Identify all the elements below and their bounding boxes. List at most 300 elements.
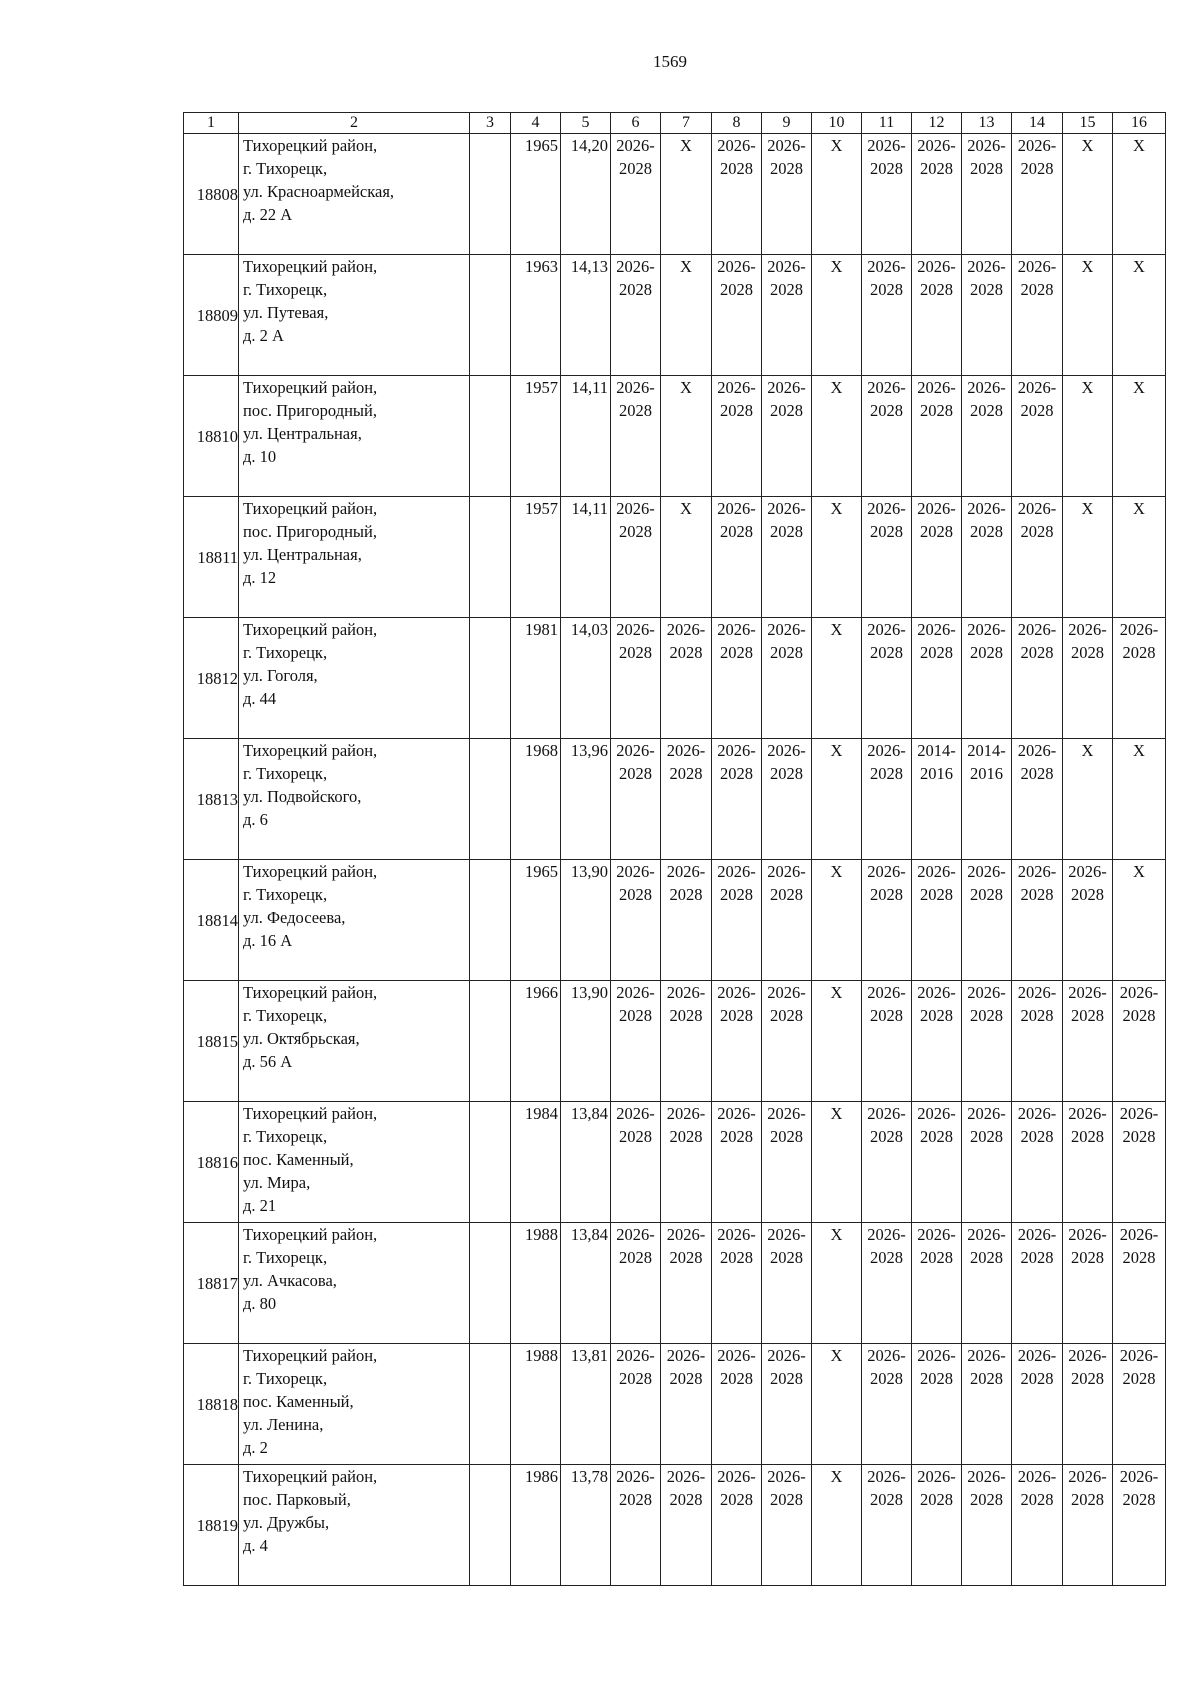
period-end: 2028 — [920, 1248, 953, 1267]
address-cell — [239, 618, 470, 739]
header-row — [184, 113, 1166, 134]
period-start: 2026- — [967, 378, 1006, 397]
period-end: 2028 — [770, 1248, 803, 1267]
address-line: ул. Дружбы, — [243, 1513, 330, 1532]
period-end: 2028 — [970, 1127, 1003, 1146]
address-cell — [239, 739, 470, 860]
period-end: 2028 — [870, 1006, 903, 1025]
table-row — [184, 1465, 1166, 1586]
column-header: 3 — [470, 113, 511, 134]
period-cell: Х — [661, 255, 712, 376]
period-cell: Х — [812, 134, 862, 255]
period-cell: Х — [812, 255, 862, 376]
period-start: 2026- — [616, 741, 655, 760]
period-cell: Х — [812, 376, 862, 497]
period-cell: Х — [812, 1102, 862, 1223]
column-header: 16 — [1113, 113, 1166, 134]
period-end: 2028 — [970, 1248, 1003, 1267]
period-cell — [712, 255, 762, 376]
year-cell: 1986 — [511, 1465, 561, 1586]
period-cell: Х — [812, 1344, 862, 1465]
period-cell — [611, 134, 661, 255]
column-header: 2 — [239, 113, 470, 134]
period-end: 2028 — [770, 159, 803, 178]
period-end: 2028 — [770, 1490, 803, 1509]
period-cell — [1012, 981, 1063, 1102]
period-cell: Х — [1063, 739, 1113, 860]
period-cell — [712, 1465, 762, 1586]
period-cell — [1012, 1465, 1063, 1586]
period-start: 2026- — [867, 378, 906, 397]
period-start: 2026- — [1068, 1346, 1107, 1365]
period-end: 2028 — [920, 159, 953, 178]
address-line: ул. Путевая, — [243, 303, 329, 322]
period-cell — [1113, 1344, 1166, 1465]
col3-cell — [470, 134, 511, 255]
address-line: д. 16 А — [243, 931, 293, 950]
period-start: 2026- — [616, 499, 655, 518]
period-cell — [1063, 618, 1113, 739]
period-cell — [762, 255, 812, 376]
period-start: 2026- — [717, 136, 756, 155]
period-cell — [712, 376, 762, 497]
row-number: 18813 — [184, 739, 239, 860]
table-row — [184, 1102, 1166, 1223]
period-end: 2028 — [619, 522, 652, 541]
period-start: 2026- — [666, 620, 706, 639]
col3-cell — [470, 497, 511, 618]
period-start: 2026- — [767, 499, 806, 518]
period-end: 2028 — [1020, 764, 1054, 783]
period-cell — [1012, 376, 1063, 497]
col3-cell — [470, 739, 511, 860]
period-cell — [1113, 1102, 1166, 1223]
period-start: 2026- — [717, 620, 756, 639]
address-cell — [239, 1223, 470, 1344]
address-line: Тихорецкий район, — [243, 620, 378, 639]
period-cell — [912, 860, 962, 981]
area-cell: 14,11 — [561, 376, 611, 497]
period-start: 2026- — [867, 983, 906, 1002]
period-start: 2026- — [1119, 620, 1159, 639]
address-line: ул. Центральная, — [243, 424, 362, 443]
period-cell — [611, 860, 661, 981]
period-start: 2026- — [1119, 1346, 1159, 1365]
period-start: 2026- — [616, 1467, 655, 1486]
period-cell — [712, 618, 762, 739]
period-end: 2028 — [770, 643, 803, 662]
period-end: 2028 — [770, 280, 803, 299]
address-line: ул. Октябрьская, — [243, 1029, 360, 1048]
period-end: 2028 — [1071, 1248, 1104, 1267]
period-cell — [912, 1465, 962, 1586]
period-cell — [962, 1344, 1012, 1465]
period-end: 2028 — [619, 1369, 652, 1388]
period-end: 2028 — [1020, 1006, 1054, 1025]
period-start: 2026- — [717, 1225, 756, 1244]
period-end: 2028 — [1020, 1127, 1054, 1146]
period-start: 2026- — [1017, 741, 1057, 760]
period-cell — [1012, 497, 1063, 618]
period-start: 2026- — [917, 1467, 956, 1486]
address-line: ул. Красноармейская, — [243, 182, 395, 201]
address-line: д. 12 — [243, 568, 277, 587]
period-start: 2026- — [1017, 862, 1057, 881]
period-end: 2028 — [619, 1248, 652, 1267]
column-header: 8 — [712, 113, 762, 134]
period-end: 2028 — [970, 401, 1003, 420]
period-start: 2026- — [1017, 1225, 1057, 1244]
period-cell — [962, 376, 1012, 497]
period-cell — [1063, 1465, 1113, 1586]
period-end: 2028 — [920, 522, 953, 541]
period-cell — [912, 981, 962, 1102]
period-cell — [862, 1102, 912, 1223]
period-cell — [762, 981, 812, 1102]
table-row — [184, 1344, 1166, 1465]
period-start: 2026- — [717, 1467, 756, 1486]
period-end: 2028 — [920, 643, 953, 662]
period-start: 2026- — [1017, 1346, 1057, 1365]
period-cell: Х — [661, 497, 712, 618]
period-cell — [762, 1223, 812, 1344]
period-end: 2028 — [1020, 885, 1054, 904]
row-number: 18814 — [184, 860, 239, 981]
period-start: 2026- — [616, 1346, 655, 1365]
address-line: г. Тихорецк, — [243, 643, 328, 662]
period-start: 2026- — [1017, 620, 1057, 639]
period-end: 2028 — [720, 1369, 753, 1388]
period-cell — [862, 376, 912, 497]
period-cell — [611, 1465, 661, 1586]
area-cell: 14,11 — [561, 497, 611, 618]
period-end: 2016 — [970, 764, 1003, 783]
period-cell — [1012, 255, 1063, 376]
period-start: 2026- — [917, 136, 956, 155]
period-cell — [912, 376, 962, 497]
address-line: г. Тихорецк, — [243, 1127, 328, 1146]
area-cell: 14,03 — [561, 618, 611, 739]
column-header: 4 — [511, 113, 561, 134]
period-start: 2026- — [867, 741, 906, 760]
period-start: 2026- — [767, 136, 806, 155]
address-line: Тихорецкий район, — [243, 499, 378, 518]
year-cell: 1988 — [511, 1344, 561, 1465]
col3-cell — [470, 618, 511, 739]
period-end: 2028 — [920, 401, 953, 420]
period-cell — [712, 860, 762, 981]
period-start: 2026- — [967, 1346, 1006, 1365]
period-end: 2028 — [920, 1490, 953, 1509]
period-end: 2028 — [619, 1490, 652, 1509]
period-end: 2028 — [1071, 643, 1104, 662]
period-cell — [762, 1102, 812, 1223]
period-start: 2026- — [767, 1104, 806, 1123]
period-cell — [862, 497, 912, 618]
period-cell: Х — [1063, 497, 1113, 618]
period-cell — [912, 134, 962, 255]
period-cell — [611, 1102, 661, 1223]
address-line: Тихорецкий район, — [243, 378, 378, 397]
period-start: 2026- — [917, 1225, 956, 1244]
row-number: 18812 — [184, 618, 239, 739]
period-end: 2028 — [920, 1127, 953, 1146]
period-cell — [661, 739, 712, 860]
address-line: г. Тихорецк, — [243, 885, 328, 904]
column-header: 14 — [1012, 113, 1063, 134]
register-table — [183, 112, 1166, 1586]
period-start: 2026- — [917, 1346, 956, 1365]
period-start: 2026- — [666, 1346, 706, 1365]
period-end: 2028 — [720, 401, 753, 420]
period-start: 2026- — [1068, 1467, 1107, 1486]
year-cell: 1963 — [511, 255, 561, 376]
column-header: 9 — [762, 113, 812, 134]
column-header: 12 — [912, 113, 962, 134]
period-cell — [1063, 1102, 1113, 1223]
period-start: 2026- — [867, 1104, 906, 1123]
period-cell — [962, 739, 1012, 860]
period-start: 2026- — [967, 257, 1006, 276]
page-number: 1569 — [653, 52, 687, 71]
period-cell: Х — [812, 739, 862, 860]
period-end: 2028 — [720, 764, 753, 783]
period-start: 2026- — [717, 257, 756, 276]
address-cell — [239, 497, 470, 618]
period-start: 2026- — [1119, 1104, 1159, 1123]
period-cell — [611, 376, 661, 497]
period-end: 2028 — [1122, 1369, 1156, 1388]
row-number: 18809 — [184, 255, 239, 376]
period-start: 2026- — [917, 257, 956, 276]
address-line: ул. Гоголя, — [243, 666, 318, 685]
row-number: 18811 — [184, 497, 239, 618]
period-end: 2028 — [970, 1006, 1003, 1025]
year-cell: 1988 — [511, 1223, 561, 1344]
period-start: 2026- — [717, 862, 756, 881]
row-number: 18817 — [184, 1223, 239, 1344]
period-cell — [862, 981, 912, 1102]
period-start: 2026- — [967, 136, 1006, 155]
period-cell — [1063, 1344, 1113, 1465]
period-end: 2028 — [1020, 643, 1054, 662]
year-cell: 1957 — [511, 497, 561, 618]
period-start: 2026- — [1068, 620, 1107, 639]
period-start: 2026- — [767, 1346, 806, 1365]
period-end: 2028 — [1122, 1127, 1156, 1146]
period-start: 2026- — [867, 1346, 906, 1365]
column-header: 10 — [812, 113, 862, 134]
address-line: д. 56 А — [243, 1052, 293, 1071]
period-start: 2014- — [967, 741, 1006, 760]
period-cell — [862, 860, 912, 981]
address-line: г. Тихорецк, — [243, 764, 328, 783]
period-end: 2028 — [870, 159, 903, 178]
period-end: 2028 — [970, 1490, 1003, 1509]
period-cell — [1012, 860, 1063, 981]
period-end: 2028 — [1020, 159, 1054, 178]
area-cell: 13,96 — [561, 739, 611, 860]
period-start: 2026- — [967, 1467, 1006, 1486]
period-cell — [912, 1344, 962, 1465]
period-start: 2026- — [616, 620, 655, 639]
column-header: 15 — [1063, 113, 1113, 134]
period-end: 2028 — [720, 1127, 753, 1146]
address-line: д. 80 — [243, 1294, 277, 1313]
period-cell — [661, 860, 712, 981]
period-cell: Х — [812, 860, 862, 981]
col3-cell — [470, 255, 511, 376]
period-end: 2028 — [619, 159, 652, 178]
period-end: 2028 — [770, 522, 803, 541]
period-end: 2028 — [970, 522, 1003, 541]
address-line: Тихорецкий район, — [243, 983, 378, 1002]
period-end: 2028 — [1071, 1006, 1104, 1025]
period-start: 2026- — [616, 257, 655, 276]
period-start: 2026- — [616, 1225, 655, 1244]
period-end: 2028 — [970, 1369, 1003, 1388]
period-start: 2026- — [917, 1104, 956, 1123]
period-end: 2028 — [870, 280, 903, 299]
address-cell — [239, 1465, 470, 1586]
period-end: 2028 — [870, 522, 903, 541]
period-cell — [611, 255, 661, 376]
period-cell: Х — [1063, 376, 1113, 497]
period-start: 2026- — [917, 499, 956, 518]
period-start: 2026- — [666, 741, 706, 760]
address-line: Тихорецкий район, — [243, 136, 378, 155]
period-start: 2026- — [1119, 1225, 1159, 1244]
address-line: ул. Ленина, — [243, 1415, 324, 1434]
period-cell — [1113, 1465, 1166, 1586]
address-line: г. Тихорецк, — [243, 280, 328, 299]
period-cell — [611, 981, 661, 1102]
address-line: Тихорецкий район, — [243, 1346, 378, 1365]
period-cell — [962, 134, 1012, 255]
period-end: 2028 — [920, 280, 953, 299]
address-line: Тихорецкий район, — [243, 257, 378, 276]
table-row — [184, 618, 1166, 739]
period-cell — [1113, 981, 1166, 1102]
period-start: 2026- — [1017, 378, 1057, 397]
address-line: д. 44 — [243, 689, 277, 708]
period-cell — [661, 1223, 712, 1344]
period-end: 2028 — [920, 1369, 953, 1388]
address-cell — [239, 981, 470, 1102]
period-start: 2026- — [616, 378, 655, 397]
period-end: 2028 — [1020, 1490, 1054, 1509]
period-cell — [661, 1102, 712, 1223]
period-cell — [862, 618, 912, 739]
address-line: пос. Пригородный, — [243, 401, 377, 420]
period-end: 2028 — [619, 280, 652, 299]
period-cell — [962, 255, 1012, 376]
area-cell: 13,90 — [561, 860, 611, 981]
period-start: 2026- — [717, 1104, 756, 1123]
period-end: 2028 — [669, 1127, 703, 1146]
period-cell: Х — [812, 618, 862, 739]
address-line: пос. Пригородный, — [243, 522, 377, 541]
period-end: 2028 — [1020, 1248, 1054, 1267]
period-cell — [862, 134, 912, 255]
address-cell — [239, 1102, 470, 1223]
address-line: ул. Ачкасова, — [243, 1271, 337, 1290]
address-line: д. 2 А — [243, 326, 284, 345]
period-start: 2026- — [1017, 499, 1057, 518]
period-start: 2026- — [967, 499, 1006, 518]
table-row — [184, 739, 1166, 860]
area-cell: 14,20 — [561, 134, 611, 255]
area-cell: 13,84 — [561, 1223, 611, 1344]
period-end: 2028 — [870, 764, 903, 783]
col3-cell — [470, 1223, 511, 1344]
period-cell — [712, 497, 762, 618]
period-start: 2026- — [717, 499, 756, 518]
period-cell — [712, 1344, 762, 1465]
period-end: 2028 — [669, 1248, 703, 1267]
period-cell — [611, 1344, 661, 1465]
year-cell: 1984 — [511, 1102, 561, 1223]
address-line: д. 22 А — [243, 205, 293, 224]
period-end: 2028 — [669, 1006, 703, 1025]
area-cell: 13,81 — [561, 1344, 611, 1465]
row-number: 18810 — [184, 376, 239, 497]
period-cell — [962, 1465, 1012, 1586]
period-start: 2026- — [767, 1467, 806, 1486]
period-cell — [912, 1102, 962, 1223]
period-cell — [862, 1223, 912, 1344]
period-start: 2026- — [1068, 1225, 1107, 1244]
period-end: 2028 — [870, 1490, 903, 1509]
year-cell: 1965 — [511, 134, 561, 255]
address-line: Тихорецкий район, — [243, 741, 378, 760]
address-cell — [239, 255, 470, 376]
period-start: 2026- — [917, 983, 956, 1002]
period-cell — [1012, 739, 1063, 860]
period-end: 2028 — [669, 1490, 703, 1509]
period-cell — [1012, 618, 1063, 739]
period-end: 2028 — [669, 885, 703, 904]
period-start: 2026- — [767, 1225, 806, 1244]
period-end: 2028 — [870, 1248, 903, 1267]
period-cell — [912, 255, 962, 376]
address-line: д. 21 — [243, 1196, 277, 1215]
period-cell: Х — [1113, 134, 1166, 255]
period-end: 2028 — [720, 522, 753, 541]
period-end: 2028 — [870, 1369, 903, 1388]
period-end: 2028 — [1020, 1369, 1054, 1388]
col3-cell — [470, 1344, 511, 1465]
period-cell — [762, 134, 812, 255]
period-cell — [762, 739, 812, 860]
area-cell: 13,78 — [561, 1465, 611, 1586]
period-end: 2028 — [619, 401, 652, 420]
table-body — [184, 134, 1166, 1586]
period-start: 2026- — [767, 862, 806, 881]
period-end: 2028 — [619, 1127, 652, 1146]
period-end: 2028 — [970, 159, 1003, 178]
period-cell — [962, 860, 1012, 981]
address-line: пос. Каменный, — [243, 1392, 354, 1411]
period-cell — [962, 497, 1012, 618]
address-line: ул. Федосеева, — [243, 908, 346, 927]
period-start: 2026- — [917, 620, 956, 639]
period-start: 2026- — [1119, 983, 1159, 1002]
period-cell — [1012, 134, 1063, 255]
table-row — [184, 860, 1166, 981]
period-start: 2026- — [666, 983, 706, 1002]
table-row — [184, 981, 1166, 1102]
